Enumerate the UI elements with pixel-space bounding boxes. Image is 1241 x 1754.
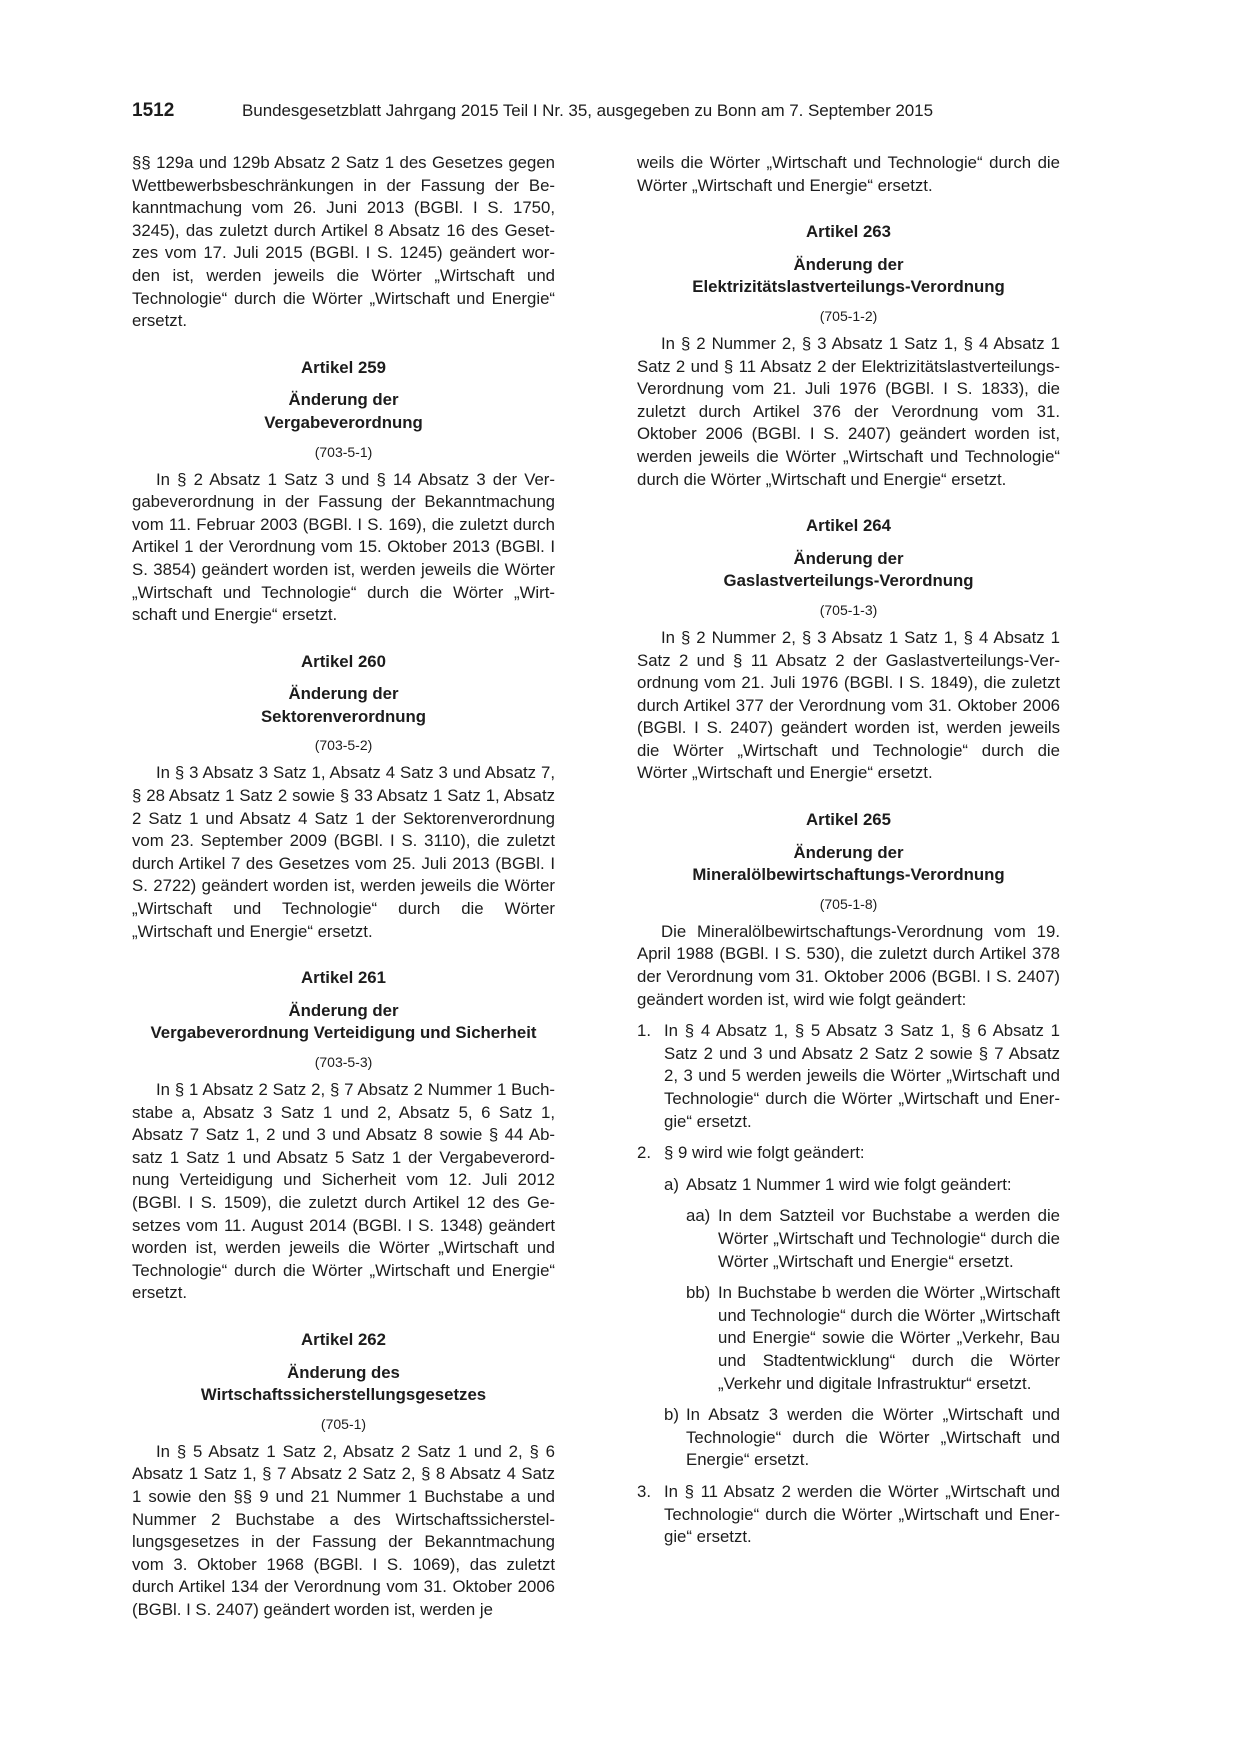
list-item bbox=[637, 1282, 1060, 1395]
page-header bbox=[132, 100, 1016, 124]
list-marker: aa) bbox=[686, 1206, 711, 1226]
article-259 bbox=[132, 357, 555, 627]
list-item-text: In Absatz 3 werden die Wörter „Wirtschaft und Technologie“ durch die Wörter „Wirtschaft und Energie“ ersetzt. bbox=[686, 1405, 1060, 1470]
article-heading bbox=[132, 683, 555, 728]
list-marker: a) bbox=[664, 1174, 679, 1194]
page-number: 1512 bbox=[132, 100, 175, 121]
article-heading-line: Änderung der bbox=[793, 842, 904, 862]
list-marker: 3. bbox=[637, 1481, 651, 1501]
gazette-title: Bundesgesetzblatt Jahrgang 2015 Teil I Nr. 35, ausgegeben zu Bonn am 7. September 2015 bbox=[242, 101, 933, 120]
article-heading-line: Sektorenverordnung bbox=[260, 706, 427, 726]
article-heading bbox=[637, 842, 1060, 887]
article-title: Artikel 263 bbox=[806, 222, 891, 242]
article-heading-line: Mineralölbewirtschaftungs-Verordnung bbox=[692, 865, 1005, 885]
list-item bbox=[637, 1404, 1060, 1472]
list-item bbox=[637, 1020, 1060, 1133]
left-column bbox=[132, 152, 555, 1621]
article-heading-line: Änderung der bbox=[288, 390, 399, 410]
article-heading bbox=[637, 548, 1060, 593]
article-heading-line: Änderung des bbox=[287, 1362, 400, 1382]
article-text: In § 2 Nummer 2, § 3 Absatz 1 Satz 1, § 4 Absatz 1 Satz 2 und § 11 Absatz 2 der Gaslastverteilungs-Verordnung vom 21. Juli 1976 (BGBl. I S. 1849), die zuletzt durch Artikel 377 der Verordnung vom 31. Oktober 2006 (BGBl. I S. 2407) geändert worden ist, werden jeweils die Wörter „Wirtschaft und Technologie“ durch die Wörter „Wirtschaft und Energie“ ersetzt. bbox=[637, 627, 1060, 783]
article-261 bbox=[132, 967, 555, 1305]
list-item-text: In § 4 Absatz 1, § 5 Absatz 3 Satz 1, § 6 Absatz 1 Satz 2 und 3 und Absatz 2 Satz 2 sowie § 7 Absatz 2, 3 und 5 werden jeweils die Wörter „Wirtschaft und Technologie“ durch die Wörter „Wirtschaft und Energie“ ersetzt. bbox=[664, 1021, 1060, 1131]
article-text: In § 2 Absatz 1 Satz 3 und § 14 Absatz 3 der Vergabeverordnung in der Fassung der Bekanntmachung vom 11. Februar 2003 (BGBl. I S. 169), die zuletzt durch Artikel 1 der Verordnung vom 15. Oktober 2013 (BGBl. I S. 3854) geändert worden ist, werden jeweils die Wörter „Wirtschaft und Technologie“ durch die Wörter „Wirtschaft und Energie“ ersetzt. bbox=[132, 469, 555, 625]
article-heading-line: Elektrizitätslastverteilungs-Verordnung bbox=[692, 277, 1005, 297]
article-text: In § 2 Nummer 2, § 3 Absatz 1 Satz 1, § 4 Absatz 1 Satz 2 und § 11 Absatz 2 der Elektrizitätslastverteilungs-Verordnung vom 21. Juli 1976 (BGBl. I S. 1833), die zuletzt durch Artikel 376 der Verordnung vom 31. Oktober 2006 (BGBl. I S. 2407) geändert worden ist, werden jeweils die Wörter „Wirtschaft und Technologie“ durch die Wörter „Wirtschaft und Energie“ ersetzt. bbox=[637, 333, 1060, 489]
article-263 bbox=[637, 221, 1060, 491]
fna-number: (703-5-1) bbox=[314, 443, 373, 460]
article-text: In § 3 Absatz 3 Satz 1, Absatz 4 Satz 3 und Absatz 7, § 28 Absatz 1 Satz 2 sowie § 33 Absatz 1 Satz 1, Absatz 2 Satz 1 und Absatz 4 Satz 1 der Sektorenverordnung vom 23. September 2009 (BGBl. I S. 3110), die zuletzt durch Artikel 7 des Gesetzes vom 25. Juli 2013 (BGBl. I S. 2722) geändert worden ist, werden jeweils die Wörter „Wirtschaft und Technologie“ durch die Wörter „Wirtschaft und Energie“ ersetzt. bbox=[132, 763, 555, 941]
list-marker: 2. bbox=[637, 1143, 651, 1163]
article-260 bbox=[132, 651, 555, 944]
article-heading bbox=[132, 1000, 555, 1045]
article-heading bbox=[132, 1362, 555, 1407]
list-item bbox=[637, 1174, 1060, 1197]
article-text: In § 1 Absatz 2 Satz 2, § 7 Absatz 2 Nummer 1 Buchstabe a, Absatz 3 Satz 1 und 2, Absatz 5, 6 Satz 1, Absatz 7 Satz 1, 2 und 3 und Absatz 8 sowie § 44 Absatz 1 Satz 1 und Absatz 5 Satz 1 der Vergabeverordnung Verteidigung und Sicherheit vom 12. Juli 2012 (BGBl. I S. 1509), die zuletzt durch Artikel 12 des Gesetzes vom 11. August 2014 (BGBl. I S. 1348) geändert worden ist, werden jeweils die Wörter „Wirtschaft und Technologie“ durch die Wörter „Wirtschaft und Energie“ ersetzt. bbox=[132, 1080, 555, 1303]
continued-paragraph: §§ 129a und 129b Absatz 2 Satz 1 des Gesetzes gegen Wettbewerbsbeschränkungen in der Fassung der Bekanntmachung vom 26. Juni 2013 (BGBl. I S. 1750, 3245), das zuletzt durch Artikel 8 Absatz 16 des Gesetzes vom 17. Juli 2015 (BGBl. I S. 1245) geändert worden ist, werden jeweils die Wörter „Wirtschaft und Technologie“ durch die Wörter „Wirtschaft und Energie“ ersetzt. bbox=[132, 153, 555, 331]
list-item-text: In dem Satzteil vor Buchstabe a werden die Wörter „Wirtschaft und Technologie“ durch die Wörter „Wirtschaft und Energie“ ersetzt. bbox=[718, 1206, 1060, 1271]
fna-number: (705-1-2) bbox=[819, 307, 878, 324]
article-title: Artikel 261 bbox=[301, 968, 386, 988]
article-heading-line: Gaslastverteilungs-Verordnung bbox=[723, 571, 974, 591]
article-heading bbox=[132, 389, 555, 434]
article-title: Artikel 264 bbox=[806, 516, 891, 536]
article-heading-line: Änderung der bbox=[793, 254, 904, 274]
article-text: In § 5 Absatz 1 Satz 2, Absatz 2 Satz 1 und 2, § 6 Absatz 1 Satz 1, § 7 Absatz 2 Satz 2, § 8 Absatz 4 Satz 1 sowie den §§ 9 und 21 Nummer 1 Buchstabe a und Nummer 2 Buchstabe a des Wirtschaftssicherstellungsgesetzes in der Fassung der Bekanntmachung vom 3. Oktober 1968 (BGBl. I S. 1069), das zuletzt durch Artikel 134 der Verordnung vom 31. Oktober 2006 (BGBl. I S. 2407) geändert worden ist, werden je bbox=[132, 1441, 555, 1619]
article-heading-line: Änderung der bbox=[288, 684, 399, 704]
article-heading bbox=[637, 254, 1060, 299]
article-text: Die Mineralölbewirtschaftungs-Verordnung vom 19. April 1988 (BGBl. I S. 530), die zuletzt durch Artikel 378 der Verordnung vom 31. Oktober 2006 (BGBl. I S. 2407) geändert worden ist, wird wie folgt geändert: bbox=[637, 921, 1060, 1009]
fna-number: (705-1-8) bbox=[819, 895, 878, 912]
list-item-text: Absatz 1 Nummer 1 wird wie folgt geändert: bbox=[686, 1174, 1012, 1194]
fna-number: (705-1-3) bbox=[819, 601, 878, 618]
list-marker: bb) bbox=[686, 1283, 711, 1303]
fna-number: (705-1) bbox=[320, 1415, 367, 1432]
list-item bbox=[637, 1142, 1060, 1165]
fna-number: (703-5-2) bbox=[314, 737, 373, 754]
list-item bbox=[637, 1205, 1060, 1273]
list-item-text: In § 11 Absatz 2 werden die Wörter „Wirtschaft und Technologie“ durch die Wörter „Wirtschaft und Energie“ ersetzt. bbox=[664, 1481, 1060, 1547]
list-marker: b) bbox=[664, 1405, 679, 1425]
article-265 bbox=[637, 809, 1060, 1011]
article-heading-line: Vergabeverordnung Verteidigung und Sicherheit bbox=[150, 1023, 537, 1043]
article-heading-line: Änderung der bbox=[288, 1000, 399, 1020]
article-title: Artikel 262 bbox=[301, 1329, 386, 1349]
list-item-text: § 9 wird wie folgt geändert: bbox=[664, 1143, 865, 1163]
article-heading-line: Wirtschaftssicherstellungsgesetzes bbox=[200, 1385, 487, 1405]
article-title: Artikel 265 bbox=[806, 810, 891, 830]
list-marker: 1. bbox=[637, 1021, 651, 1041]
article-264 bbox=[637, 515, 1060, 785]
article-heading-line: Änderung der bbox=[793, 548, 904, 568]
right-column bbox=[637, 152, 1060, 1549]
article-262 bbox=[132, 1329, 555, 1622]
continued-paragraph: weils die Wörter „Wirtschaft und Technologie“ durch die Wörter „Wirtschaft und Energie“ ersetzt. bbox=[637, 153, 1060, 195]
article-heading-line: Vergabeverordnung bbox=[264, 412, 423, 432]
list-item bbox=[637, 1481, 1060, 1549]
article-title: Artikel 259 bbox=[301, 357, 386, 377]
list-item-text: In Buchstabe b werden die Wörter „Wirtschaft und Technologie“ durch die Wörter „Wirtschaft und Energie“ sowie die Wörter „Verkehr, Bau und Stadtentwicklung“ durch die Wörter „Verkehr und digitale Infrastruktur“ ersetzt. bbox=[718, 1283, 1060, 1393]
article-title: Artikel 260 bbox=[301, 651, 386, 671]
fna-number: (703-5-3) bbox=[314, 1054, 373, 1070]
